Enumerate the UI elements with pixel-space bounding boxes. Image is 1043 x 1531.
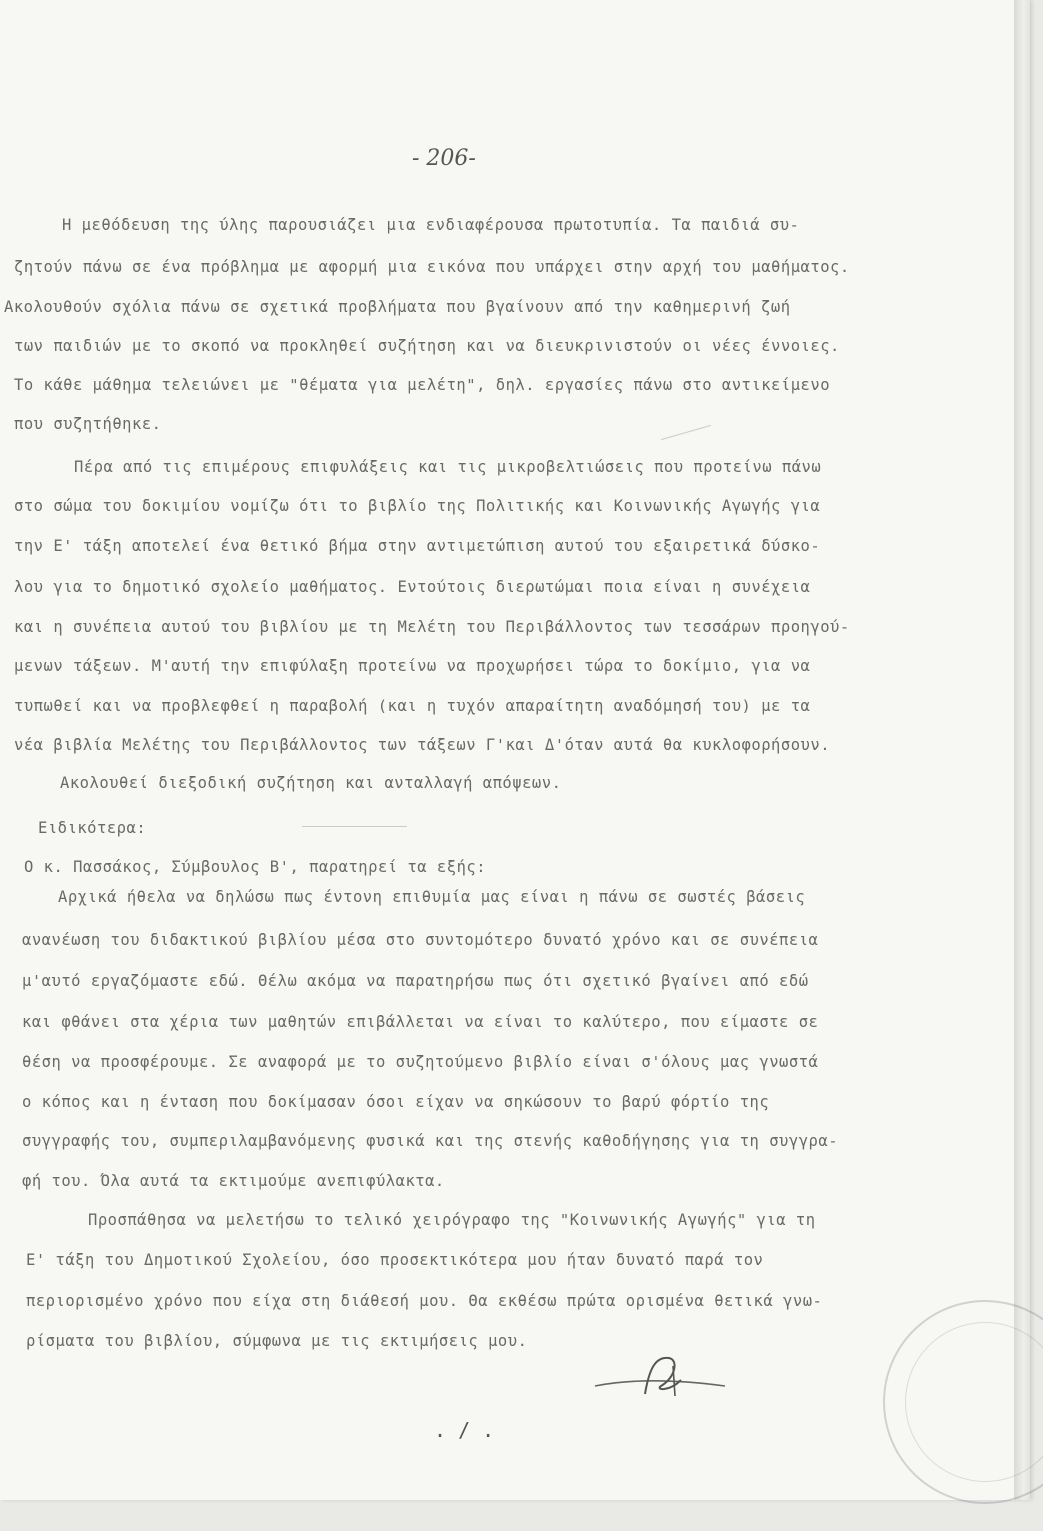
text-line: την Ε' τάξη αποτελεί ένα θετικό βήμα στην αντιμετώπιση αυτού του εξαιρετικά δύσκο-: [14, 537, 821, 555]
text-line: φή του. Όλα αυτά τα εκτιμούμε ανεπιφύλακτα.: [22, 1172, 445, 1190]
text-line: μ'αυτό εργαζόμαστε εδώ. Θέλω ακόμα να παρατηρήσω πως ότι σχετικό βγαίνει από εδώ: [22, 972, 809, 990]
signature-mark: [585, 1350, 735, 1410]
text-line: και η συνέπεια αυτού του βιβλίου με τη Μελέτη του Περιβάλλοντος των τεσσάρων προηγού-: [14, 618, 850, 636]
text-line: που συζητήθηκε.: [14, 415, 162, 433]
official-stamp-seal: [856, 1273, 1043, 1530]
text-line: νέα βιβλία Μελέτης του Περιβάλλοντος των τάξεων Γ'και Δ'όταν αυτά θα κυκλοφορήσουν.: [14, 736, 831, 754]
text-line: Ακολουθεί διεξοδική συζήτηση και ανταλλαγή απόψεων.: [60, 774, 562, 792]
text-line: Πέρα από τις επιμέρους επιφυλάξεις και τις μικροβελτιώσεις που προτείνω πάνω: [74, 458, 822, 476]
text-line: Η μεθόδευση της ύλης παρουσιάζει μια ενδιαφέρουσα πρωτοτυπία. Τα παιδιά συ-: [62, 216, 800, 234]
text-line: Ειδικότερα:: [38, 819, 147, 837]
text-line: Ε' τάξη του Δημοτικού Σχολείου, όσο προσεκτικότερα μου ήταν δυνατό παρά τον: [26, 1251, 764, 1269]
text-line: Ακολουθούν σχόλια πάνω σε σχετικά προβλήματα που βγαίνουν από την καθημερινή ζωή: [4, 298, 791, 316]
text-line: ρίσματα του βιβλίου, σύμφωνα με τις εκτιμήσεις μου.: [26, 1332, 528, 1350]
continuation-mark: . / .: [434, 1418, 495, 1442]
pen-stroke: [302, 826, 407, 827]
text-line: Προσπάθησα να μελετήσω το τελικό χειρόγραφο της "Κοινωνικής Αγωγής" για τη: [88, 1211, 816, 1229]
text-line: λου για το δημοτικό σχολείο μαθήματος. Εντούτοις διερωτώμαι ποια είναι η συνέχεια: [14, 578, 811, 596]
text-line: θέση να προσφέρουμε. Σε αναφορά με το συζητούμενο βιβλίο είναι σ'όλους μας γνωστά: [22, 1053, 819, 1071]
text-line: περιορισμένο χρόνο που είχα στη διάθεσή μου. Θα εκθέσω πρώτα ορισμένα θετικά γνω-: [26, 1292, 823, 1310]
text-line: Το κάθε μάθημα τελειώνει με "θέματα για μελέτη", δηλ. εργασίες πάνω στο αντικείμενο: [14, 376, 831, 394]
text-line: ανανέωση του διδακτικού βιβλίου μέσα στο συντομότερο δυνατό χρόνο και σε συνέπεια: [22, 931, 819, 949]
text-line: συγγραφής του, συμπεριλαμβανόμενης φυσικά και της στενής καθοδήγησης για τη συγγρα-: [22, 1132, 839, 1150]
text-line: και φθάνει στα χέρια των μαθητών επιβάλλεται να είναι το καλύτερο, που είμαστε σε: [22, 1013, 819, 1031]
text-line: ζητούν πάνω σε ένα πρόβλημα με αφορμή μια εικόνα που υπάρχει στην αρχή του μαθήματος.: [14, 258, 850, 276]
text-line: ο κόπος και η ένταση που δοκίμασαν όσοι είχαν να σηκώσουν το βαρύ φόρτίο της: [22, 1093, 770, 1111]
text-line: Ο κ. Πασσάκος, Σύμβουλος Β', παρατηρεί τα εξής:: [24, 858, 487, 876]
page-number: - 206-: [412, 146, 476, 171]
page-edge: [1014, 0, 1030, 1500]
text-line: των παιδιών με το σκοπό να προκληθεί συζήτηση και να διευκρινιστούν οι νέες έννοιες.: [14, 337, 840, 355]
text-line: τυπωθεί και να προβλεφθεί η παραβολή (και η τυχόν απαραίτητη αναδόμησή του) με τα: [14, 697, 811, 715]
text-line: Αρχικά ήθελα να δηλώσω πως έντονη επιθυμία μας είναι η πάνω σε σωστές βάσεις: [58, 888, 806, 906]
text-line: μενων τάξεων. Μ'αυτή την επιφύλαξη προτείνω να προχωρήσει τώρα το δοκίμιο, για να: [14, 657, 811, 675]
text-line: στο σώμα του δοκιμίου νομίζω ότι το βιβλίο της Πολιτικής και Κοινωνικής Αγωγής για: [14, 497, 821, 515]
pen-stroke: [661, 425, 711, 440]
